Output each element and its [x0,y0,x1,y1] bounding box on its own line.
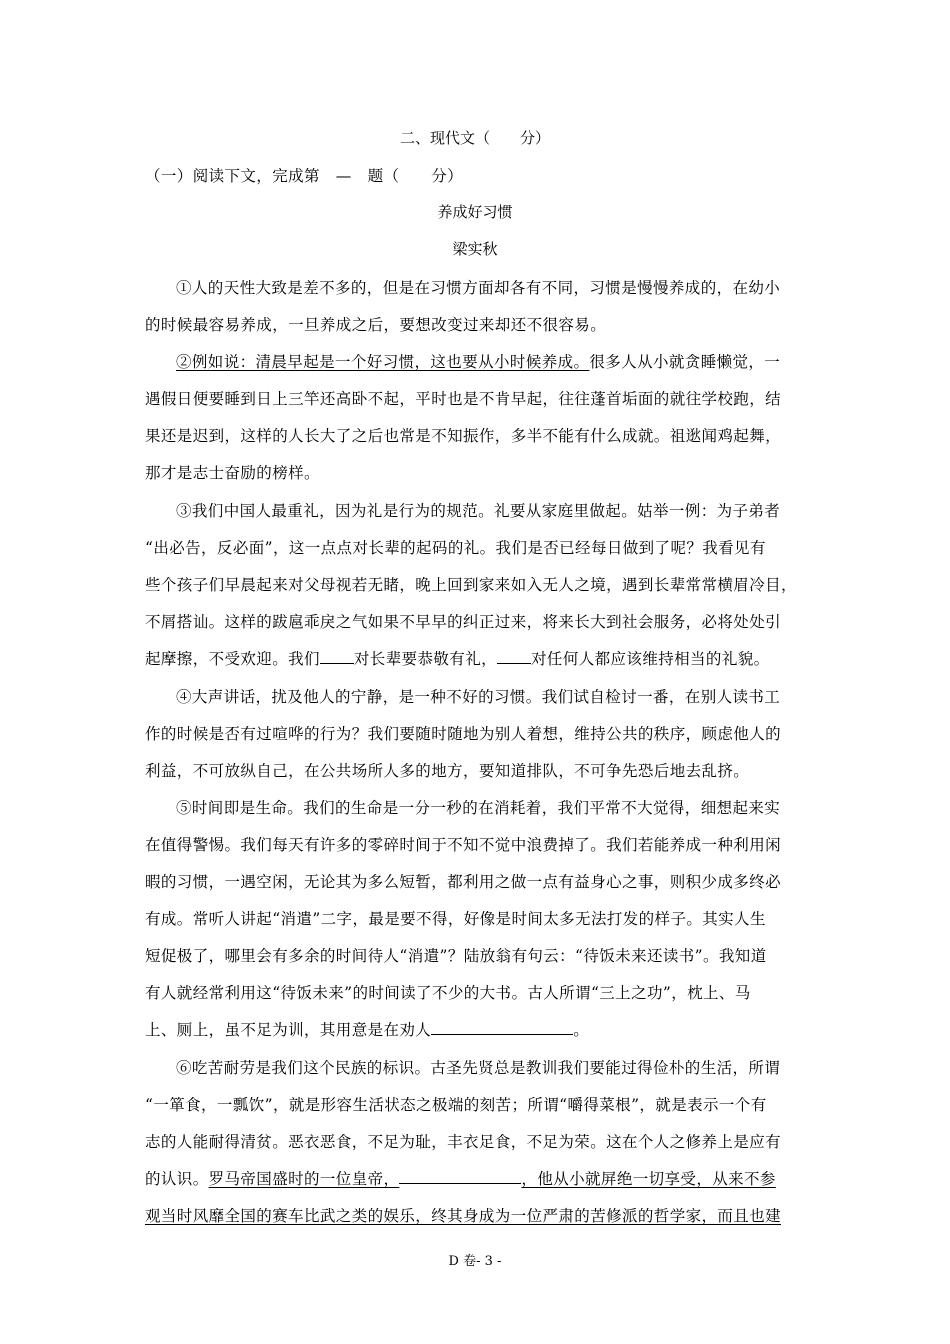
paragraph-3-line-5-part-a: 起摩擦，不受欢迎。我们 [145,650,320,668]
paragraph-5-line-6: 有人就经常利用这“待饭未来”的时间读了不少的大书。古人所谓“三上之功”，枕上、马 [145,984,751,1002]
underlined-sentence-2-part-a: 罗马帝国盛时的一位皇帝， [208,1170,400,1188]
paragraph-5-line-7 [145,1018,810,1040]
page-footer: D 卷- 3 - [448,1254,502,1269]
underlined-sentence: ②例如说：清晨早起是一个好习惯，这也要从小时候养成。 [176,353,590,371]
paragraph-2-line-1 [176,350,810,372]
paragraph-6-line-4 [145,1167,810,1189]
article-title: 养成好习惯 [437,203,513,221]
paragraph-3-line-1: ③我们中国人最重礼，因为礼是行为的规范。礼要从家庭里做起。姑举一例：为子弟者 [176,502,781,520]
paragraph-6-line-3: 志的人能耐得清贫。恶衣恶食，不足为耻，丰衣足食，不足为荣。这在个人之修养上是应有 [145,1133,782,1151]
paragraph-6-line-2: “一箪食，一瓢饮”，就是形容生活状态之极端的刻苦；所谓“嚼得菜根”，就是表示一个有 [145,1096,767,1114]
fill-blank-3[interactable] [431,1020,573,1035]
paragraph-2-line-3: 果还是迟到，这样的人长大了之后也常是不知振作，多半不能有什么成就。祖逖闻鸡起舞， [145,427,782,445]
paragraph-6-line-1: ⑥吃苦耐劳是我们这个民族的标识。古圣先贤总是教训我们要能过得俭朴的生活，所谓 [176,1059,781,1077]
fill-blank-4[interactable] [399,1169,521,1184]
paragraph-3-line-5-part-c: 对任何人都应该维持相当的礼貌。 [531,650,770,668]
paragraph-3-line-5-part-b: 对长辈要恭敬有礼， [353,650,498,668]
underlined-sentence-2-part-b: ，他从小就屏绝一切享受，从来不参 [521,1170,776,1188]
article-author: 梁实秋 [452,240,498,258]
paragraph-5-line-1: ⑤时间即是生命。我们的生命是一分一秒的在消耗着，我们平常不大觉得，细想起来实 [176,799,781,817]
paragraph-1-line-2: 的时候最容易养成，一旦养成之后，要想改变过来却还不很容易。 [145,316,607,334]
paragraph-4-line-3: 利益，不可放纵自己，在公共场所人多的地方，要知道排队，不可争先恐后地去乱挤。 [145,762,750,780]
paragraph-5-line-5: 短促极了，哪里会有多余的时间待人“消遣”？陆放翁有句云：“待饭未来还读书”。我知道 [145,947,767,965]
paragraph-5-line-4: 有成。常听人讲起“消遣”二字，最是要不得，好像是时间太多无法打发的样子。其实人生 [145,910,766,928]
paragraph-5-line-2: 在值得警惕。我们每天有许多的零碎时间于不知不觉中浪费掉了。我们若能养成一种利用闲 [145,836,782,854]
paragraph-1-line-1: ①人的天性大致是差不多的，但是在习惯方面却各有不同，习惯是慢慢养成的，在幼小 [176,279,781,297]
paragraph-5-line-3: 暇的习惯，一遇空闲，无论其为多么短暂，都利用之做一点有益身心之事，则积少成多终必 [145,873,782,891]
paragraph-3-line-3: 些个孩子们早晨起来对父母视若无睹，晚上回到家来如入无人之境，遇到长辈常常横眉冷目， [145,576,797,594]
paragraph-4-line-2: 作的时候是否有过喧哗的行为？我们要随时随地为别人着想，维持公共的秩序，顾虑他人的 [145,725,782,743]
paragraph-5-line-7-part-b: 。 [573,1021,590,1039]
fill-blank-1[interactable] [320,649,354,664]
paragraph-2-line-2: 遇假日便要睡到日上三竿还高卧不起，平时也是不肯早起，往往蓬首垢面的就往学校跑，结 [145,390,782,408]
paragraph-4-line-1: ④大声讲话，扰及他人的宁静，是一种不好的习惯。我们试自检讨一番，在别人读书工 [176,688,781,706]
paragraph-6-line-4-part-a: 的认识。 [145,1170,209,1188]
fill-blank-2[interactable] [497,649,531,664]
paragraph-3-line-4: 不屑搭讪。这样的跋扈乖戾之气如果不早早的纠正过来，将来长大到社会服务，必将处处引 [145,613,782,631]
paragraph-5-line-7-part-a: 上、厕上，虽不足为训，其用意是在劝人 [145,1021,432,1039]
paragraph-2-line-1-rest: 很多人从小就贪睡懒觉，一 [589,353,781,371]
paragraph-3-line-5 [145,647,810,669]
paragraph-6-line-5: 观当时风靡全国的赛车比武之类的娱乐，终其身成为一位严肃的苦修派的哲学家，而且也建 [145,1207,782,1225]
section-heading: 二、现代文（ 分） [399,129,550,147]
paragraph-2-line-4: 那才是志士奋励的榜样。 [145,464,320,482]
question-intro: （一）阅读下文，完成第 — 题（ 分） [145,167,464,185]
paragraph-3-line-2: “出必告，反必面”，这一点点对长辈的起码的礼。我们是否已经每日做到了呢？我看见有 [145,539,766,557]
